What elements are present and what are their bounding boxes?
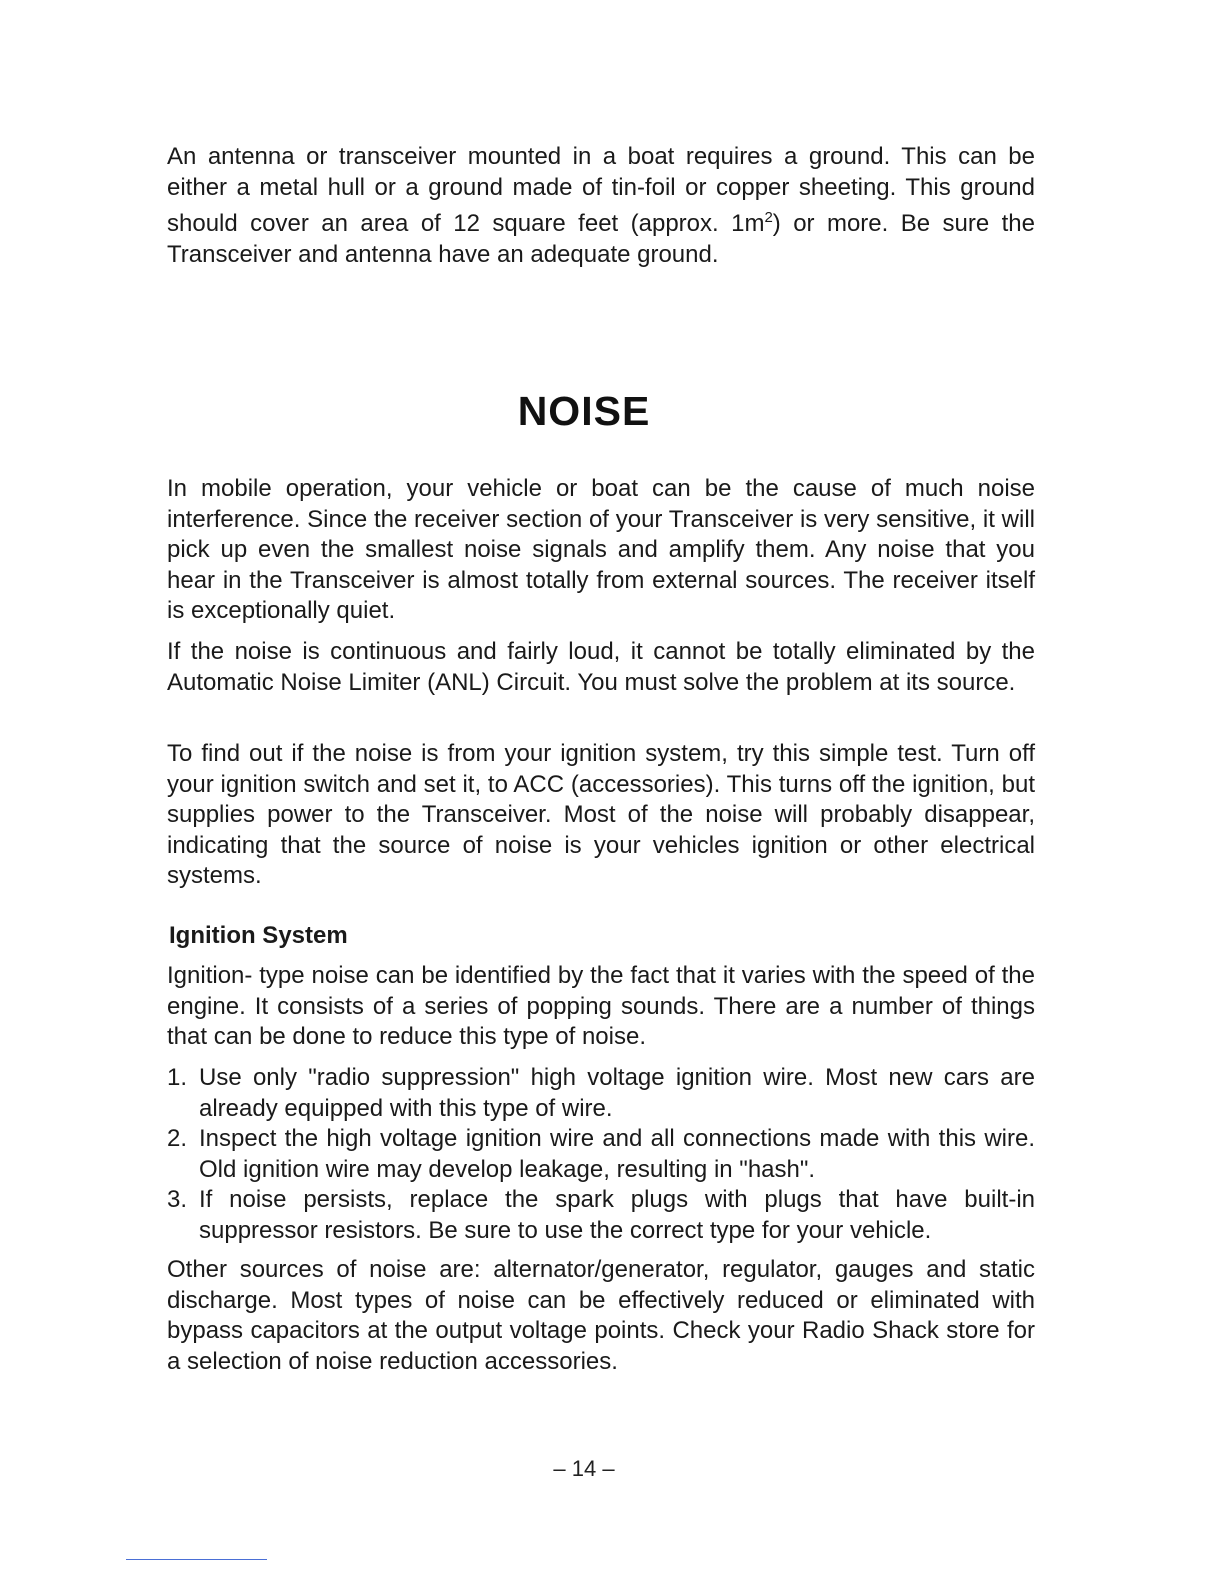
divider-line: [126, 1559, 267, 1560]
subsection-heading: Ignition System: [169, 922, 348, 949]
list-item-number: 3.: [167, 1186, 188, 1213]
noise-paragraph-1: In mobile operation, your vehicle or boat can be the cause of much noise interference. Since the receiver section of your Transceiver is very sensitive, it will pick up even the smallest noise signals and amplify them. Any noise that you hear in the Transceiver is almost totally from external sources. The receiver itself is exceptionally quiet.: [167, 475, 1035, 624]
list-item: [167, 1185, 1035, 1246]
intro-paragraph: [167, 142, 1035, 270]
closing-paragraph: Other sources of noise are: alternator/generator, regulator, gauges and static discharge. Most types of noise can be effectively reduced or eliminated with bypass capacitors at the output voltage points. Check your Radio Shack store for a selection of noise reduction accessories.: [167, 1256, 1035, 1375]
intro-text-start: An antenna or transceiver mounted in a boat requires a ground. This can be either a metal hull or a ground made of tin-foil or copper sheeting. This ground should cover an area of 12 square feet (approx. 1m: [167, 143, 1035, 237]
noise-paragraph-2: If the noise is continuous and fairly loud, it cannot be totally eliminated by the Automatic Noise Limiter (ANL) Circuit. You must solve the problem at its source.: [167, 638, 1035, 696]
list-item-number: 2.: [167, 1125, 188, 1152]
superscript-2: 2: [764, 209, 773, 226]
list-item-text: Use only "radio suppression" high voltage ignition wire. Most new cars are already equipped with this type of wire.: [199, 1064, 1035, 1122]
list-item-number: 1.: [167, 1064, 188, 1091]
numbered-list: [167, 1063, 1035, 1246]
noise-paragraph-3: To find out if the noise is from your ignition system, try this simple test. Turn off your ignition switch and set it, to ACC (accessories). This turns off the ignition, but supplies power to the Transceiver. Most of the noise will probably disappear, indicating that the source of noise is your vehicles ignition or other electrical systems.: [167, 740, 1035, 889]
list-item-text: Inspect the high voltage ignition wire and all connections made with this wire. Old ignition wire may develop leakage, resulting in "hash".: [199, 1125, 1035, 1183]
page-number: – 14 –: [553, 1456, 615, 1481]
section-heading: NOISE: [517, 388, 651, 434]
list-item: [167, 1124, 1035, 1185]
list-item: [167, 1063, 1035, 1124]
list-item-text: If noise persists, replace the spark plugs with plugs that have built-in suppressor resistors. Be sure to use the correct type for your vehicle.: [199, 1186, 1035, 1244]
intro-text-end: ) or more. Be sure the Transceiver and antenna have an adequate ground.: [167, 210, 1035, 268]
ignition-paragraph: Ignition- type noise can be identified by the fact that it varies with the speed of the engine. It consists of a series of popping sounds. There are a number of things that can be done to reduce this type of noise.: [167, 962, 1035, 1050]
